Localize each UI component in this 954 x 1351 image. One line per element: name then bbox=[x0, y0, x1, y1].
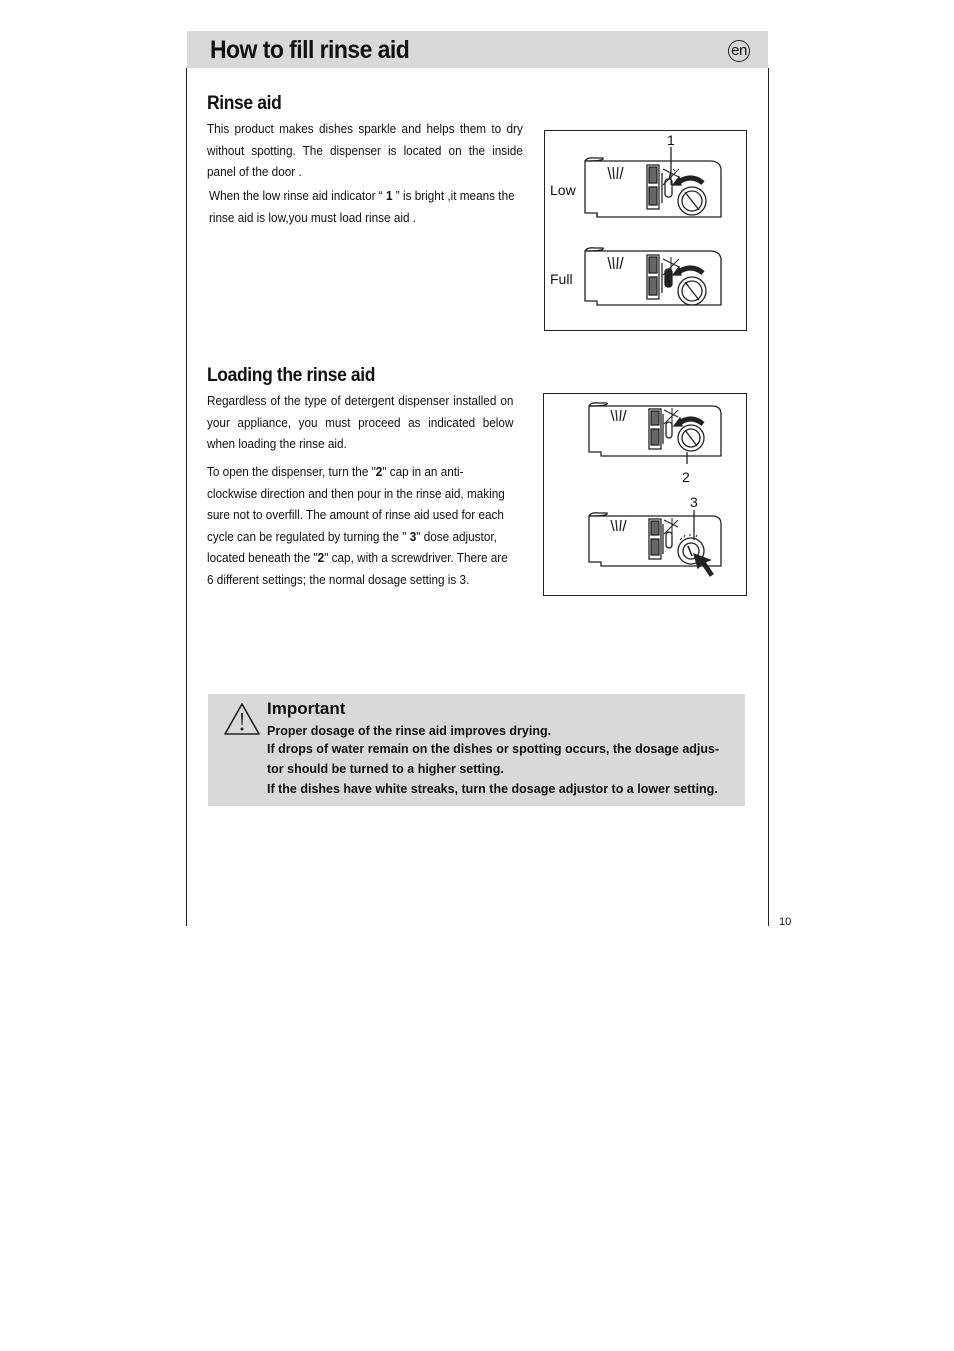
callout-3: 3 bbox=[690, 494, 698, 510]
callout-2: 2 bbox=[682, 469, 690, 485]
loading-figure bbox=[543, 393, 747, 596]
important-line-4: If the dishes have white streaks, turn the dosage adjustor to a lower setting. bbox=[267, 782, 718, 796]
language-badge: en bbox=[728, 40, 750, 62]
loading-heading: Loading the rinse aid bbox=[207, 365, 376, 386]
warning-icon bbox=[222, 701, 262, 737]
cap-number-2: 2 bbox=[317, 551, 325, 565]
full-label: Full bbox=[550, 271, 573, 287]
important-title: Important bbox=[267, 699, 346, 718]
loading-text-a: To open the dispenser, turn the " bbox=[207, 465, 376, 479]
low-label: Low bbox=[550, 182, 576, 198]
loading-paragraph-1: Regardless of the type of detergent dispenser installed on your appliance, you must proceed as indicated below when loading the rinse aid. bbox=[207, 394, 514, 451]
indicator-number: 1 bbox=[385, 189, 393, 203]
rinse-aid-paragraph: This product makes dishes sparkle and helps them to dry without spotting. The dispenser is located on the inside panel of the door . bbox=[207, 122, 523, 179]
loading-text-e: " dose adjustor, located beneath the " bbox=[207, 529, 497, 565]
low-indicator-text-b: ” is bright ,it means the rinse aid is low,you must load rinse aid . bbox=[209, 189, 515, 225]
indicator-diagram bbox=[545, 131, 746, 330]
right-margin-line bbox=[768, 68, 769, 926]
loading-text-c: " cap in an anti-clockwise direction and then pour in the rinse aid, making sure not to overfill. The amount of rinse aid used for each cycle can be regulated by turning the " bbox=[207, 465, 505, 544]
page-title: How to fill rinse aid bbox=[210, 36, 410, 64]
low-indicator-text-a: When the low rinse aid indicator “ bbox=[209, 189, 386, 203]
loading-diagram bbox=[544, 394, 746, 595]
important-line-3: tor should be turned to a higher setting. bbox=[267, 762, 504, 776]
left-margin-line bbox=[186, 68, 187, 926]
page-number: 10 bbox=[779, 916, 792, 928]
rinse-aid-heading: Rinse aid bbox=[207, 93, 282, 114]
adjustor-number: 3 bbox=[409, 529, 417, 544]
important-line-2: If drops of water remain on the dishes or spotting occurs, the dosage adjus- bbox=[267, 742, 720, 756]
indicator-figure bbox=[544, 130, 747, 331]
callout-1: 1 bbox=[667, 132, 675, 148]
low-indicator-paragraph bbox=[209, 186, 519, 229]
important-line-1: Proper dosage of the rinse aid improves drying. bbox=[267, 724, 552, 738]
loading-paragraph-2 bbox=[207, 462, 513, 591]
cap-number: 2 bbox=[375, 465, 383, 479]
loading-text-g: " cap, with a screwdriver. There are 6 different settings; the normal dosage setting is 3. bbox=[207, 551, 508, 587]
